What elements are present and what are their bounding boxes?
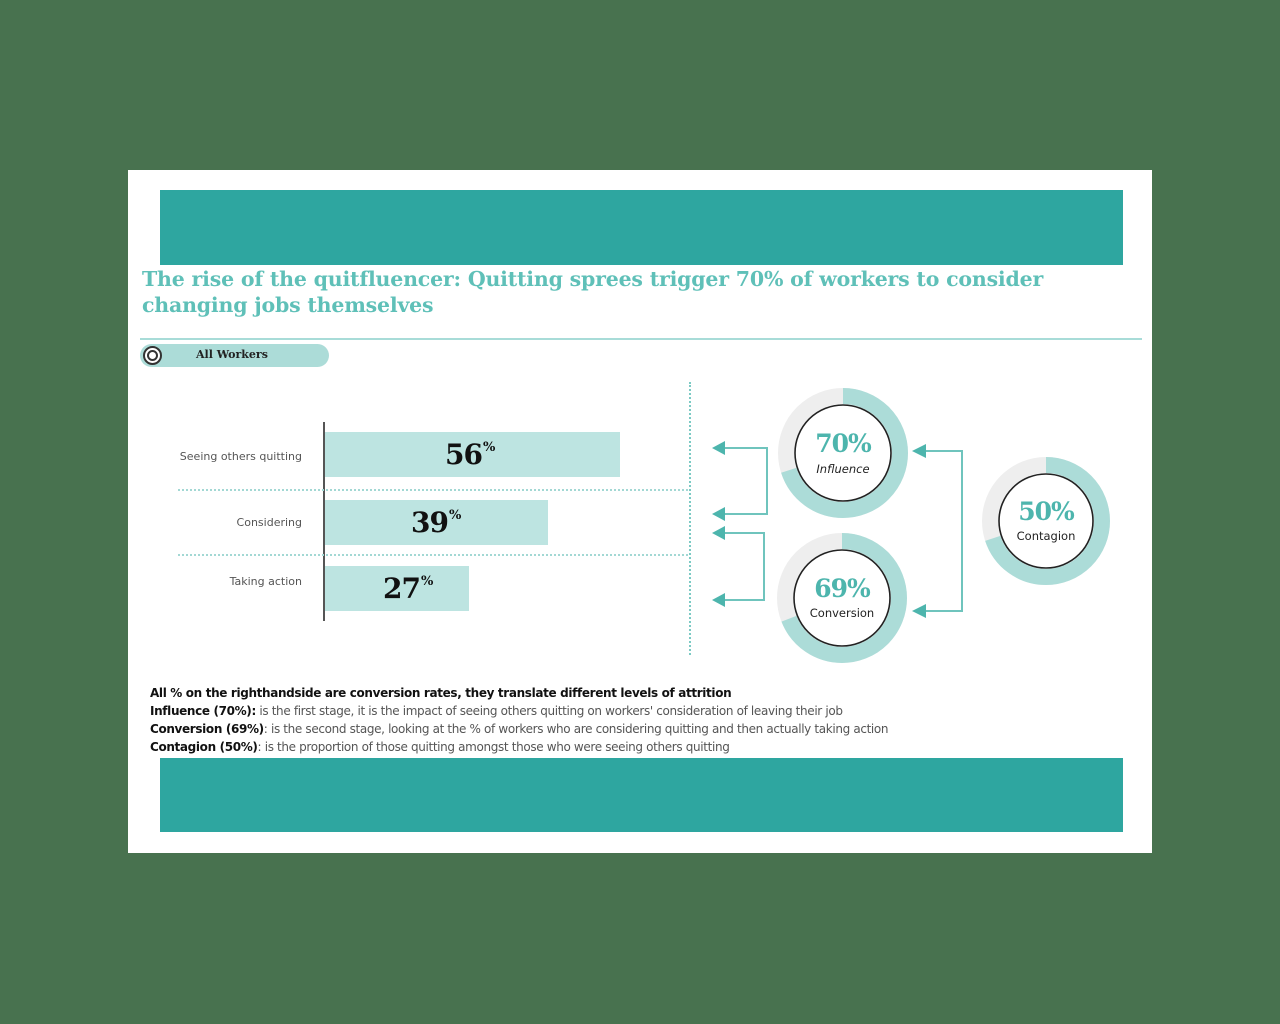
donut-label: Contagion bbox=[1016, 529, 1076, 543]
bar-label: Taking action bbox=[229, 575, 302, 588]
arrow-left-icon bbox=[712, 526, 725, 540]
donut-conversion bbox=[776, 532, 908, 664]
page-title: The rise of the quitfluencer: Quitting sprees trigger 70% of workers to consider changing jobs themselves bbox=[142, 267, 1044, 317]
donut-value: 70% bbox=[815, 429, 871, 458]
note-conversion: Conversion (69%): is the second stage, looking at the % of workers who are considering quitting and then actually taking action bbox=[150, 722, 889, 736]
donut-label: Conversion bbox=[809, 606, 875, 620]
bar-value: 39% bbox=[411, 506, 461, 539]
bar-label: Seeing others quitting bbox=[179, 450, 302, 463]
donut-value: 50% bbox=[1018, 497, 1074, 526]
arrow-left-icon bbox=[712, 593, 725, 607]
footnotes bbox=[150, 684, 1110, 756]
notes-heading: All % on the righthandside are conversion rates, they translate different levels of attrition bbox=[150, 686, 732, 700]
bar-value: 56% bbox=[445, 438, 495, 471]
infographic-card bbox=[128, 170, 1152, 853]
arrow-left-icon bbox=[912, 604, 926, 618]
arrow-left-icon bbox=[712, 441, 725, 455]
note-influence: Influence (70%): is the first stage, it is the impact of seeing others quitting on workers' consideration of leaving their job bbox=[150, 704, 843, 718]
arrow-left-icon bbox=[912, 444, 926, 458]
donut-influence bbox=[777, 387, 909, 519]
donut-contagion bbox=[980, 455, 1112, 587]
footer-band bbox=[160, 758, 1123, 832]
bar-value: 27% bbox=[383, 572, 433, 605]
arrow-left-icon bbox=[712, 507, 725, 521]
note-contagion: Contagion (50%): is the proportion of those quitting amongst those who were seeing others quitting bbox=[150, 740, 730, 754]
bar-label: Considering bbox=[236, 516, 302, 529]
donut-value: 69% bbox=[814, 574, 870, 603]
segment-filter-label: All Workers bbox=[196, 348, 268, 361]
donut-label: Influence bbox=[816, 462, 870, 476]
